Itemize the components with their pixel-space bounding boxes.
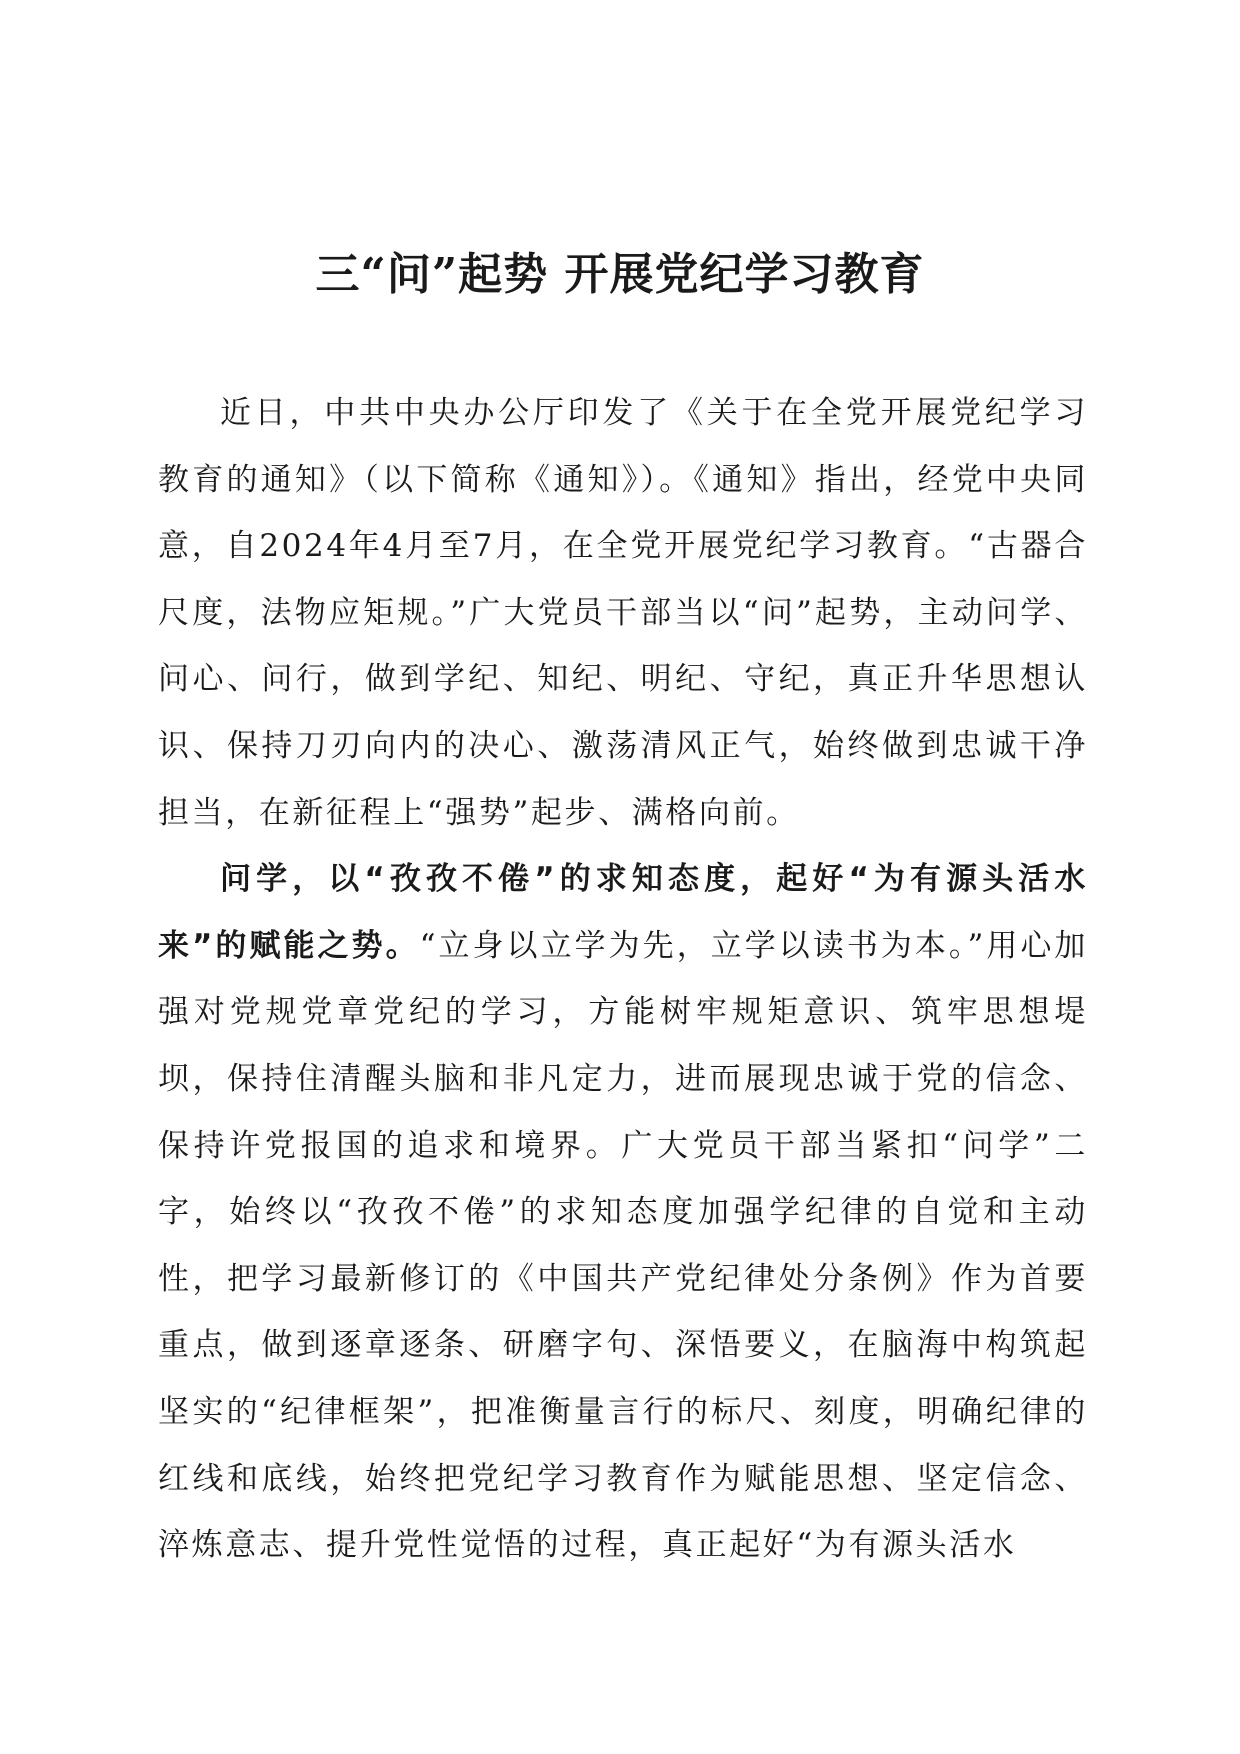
paragraph-lead: 问学，以“孜孜不倦”的求知态度，起好“为有源头活水来”的赋能之势。 xyxy=(158,861,1088,964)
document-title: 三“问”起势 开展党纪学习教育 xyxy=(315,249,925,300)
paragraph-text: “立身以立学为先，立学以读书为本。”用心加强对党规党章党纪的学习，方能树牢规矩意识、筑牢思想堤坝，保持住清醒头脑和非凡定力，进而展现忠诚于党的信念、保持许党报国的追求和境界。广大党员干部当紧扣“问学”二字，始终以“孜孜不倦”的求知态度加强学纪律的自觉和主动性，把学习最新修订的《中国共产党纪律处分条例》作为首要重点，做到逐章逐条、研磨字句、深悟要义，在脑海中构筑起坚实的“纪律框架”，把准衡量言行的标尺、刻度，明确纪律的红线和底线，始终把党纪学习教育作为赋能思想、坚定信念、淬炼意志、提升党性觉悟的过程，真正起好“为有源头活水 xyxy=(158,927,1088,1564)
document-body xyxy=(158,380,1088,1579)
paragraph-intro xyxy=(158,380,1088,846)
paragraph-wenxue xyxy=(158,846,1088,1579)
paragraph-text: 近日，中共中央办公厅印发了《关于在全党开展党纪学习教育的通知》（以下简称《通知》）。《通知》指出，经党中央同意，自2024年4月至7月，在全党开展党纪学习教育。“古器合尺度，法物应矩规。”广大党员干部当以“问”起势，主动问学、问心、问行，做到学纪、知纪、明纪、守纪，真正升华思想认识、保持刀刃向内的决心、激荡清风正气，始终做到忠诚干净担当，在新征程上“强势”起步、满格向前。 xyxy=(158,395,1088,831)
